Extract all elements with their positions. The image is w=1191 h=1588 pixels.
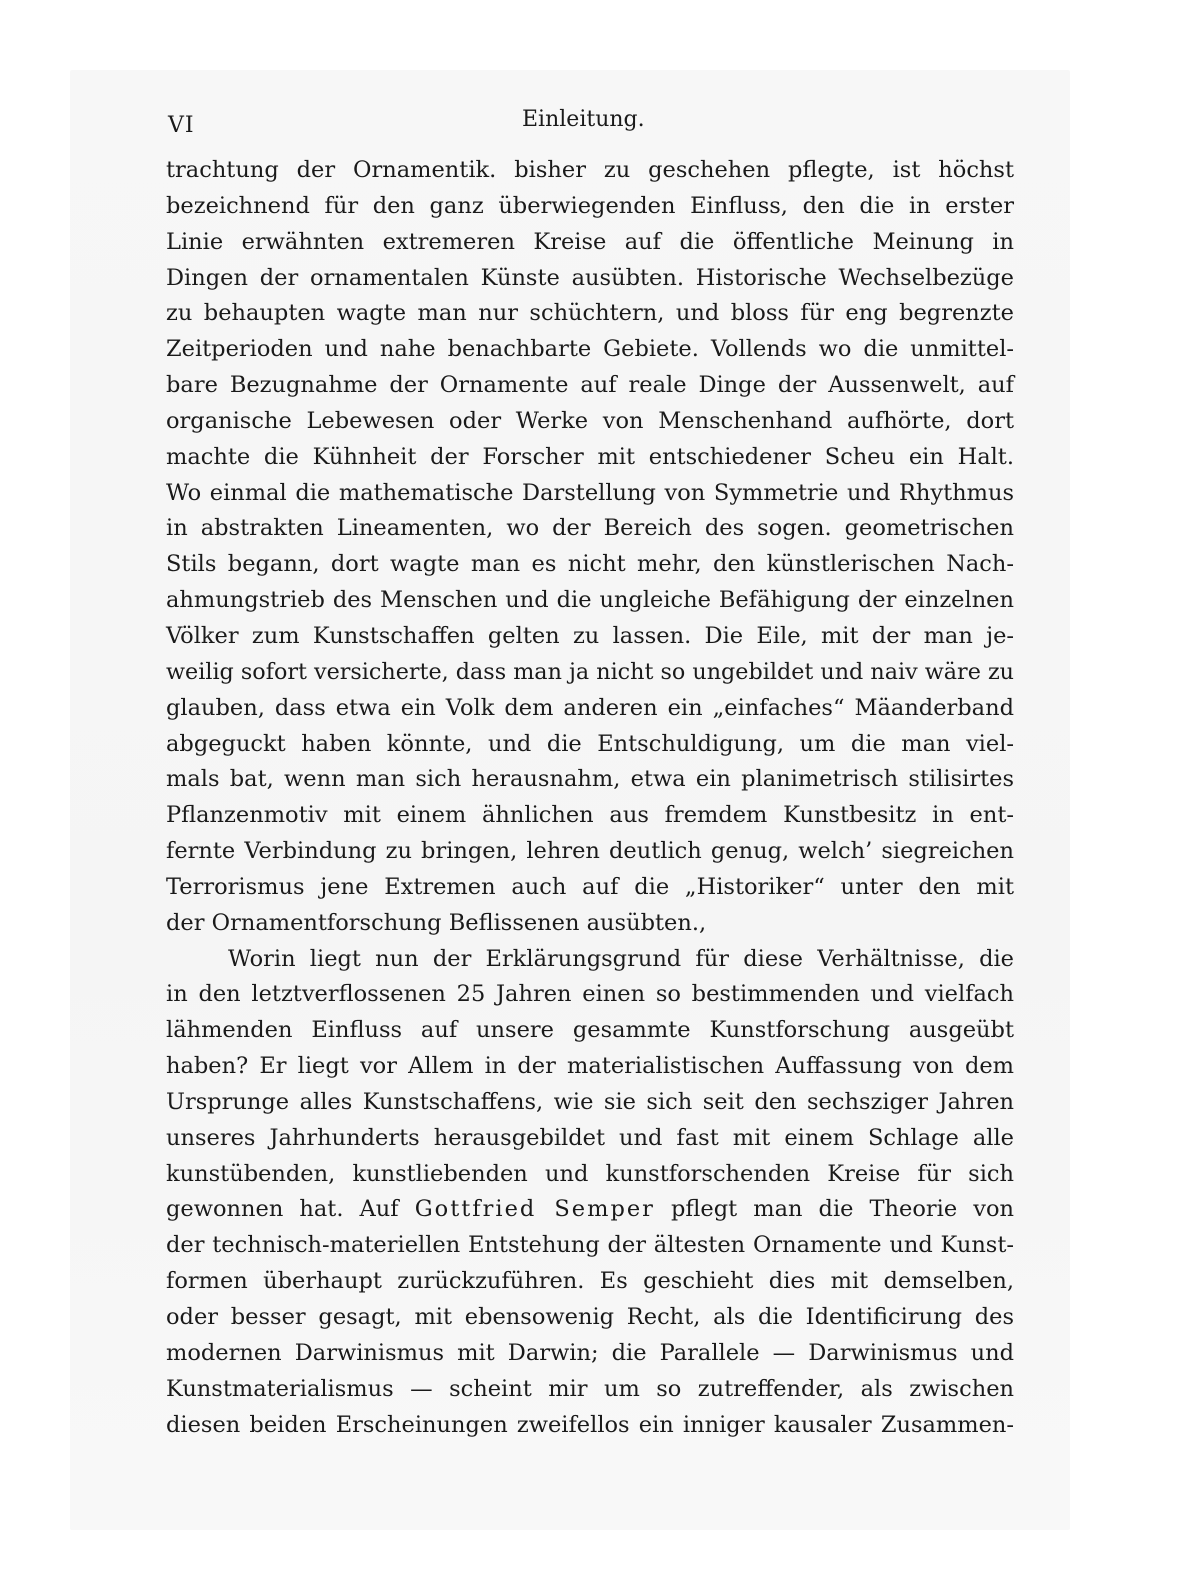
running-title: Einleitung. [522, 107, 645, 132]
text-line: lähmenden Einfluss auf unsere gesammte Kunstforschung ausgeübt [166, 1017, 1014, 1044]
text-line: Stils begann, dort wagte man es nicht mehr, den künstlerischen Nach- [166, 551, 1014, 578]
text-line: haben? Er liegt vor Allem in der materialistischen Auffassung von dem [166, 1053, 1014, 1080]
text-line: kunstübenden, kunstliebenden und kunstforschenden Kreise für sich [166, 1160, 1014, 1187]
text-line: Terrorismus jene Extremen auch auf die „Historiker“ unter den mit [166, 873, 1014, 900]
page-number: VI [168, 113, 195, 138]
text-line: in den letztverflossenen 25 Jahren einen so bestimmenden und vielfach [166, 981, 1014, 1008]
text-line: organische Lebewesen oder Werke von Menschenhand aufhörte, dort [166, 407, 1014, 434]
text-line: formen überhaupt zurückzuführen. Es geschieht dies mit demselben, [166, 1268, 1014, 1295]
text-line: modernen Darwinismus mit Darwin; die Parallele — Darwinismus und [166, 1339, 1014, 1366]
text-line: diesen beiden Erscheinungen zweifellos ein inniger kausaler Zusammen- [166, 1411, 1014, 1438]
emphasized-name: Gottfried Semper [414, 1196, 655, 1223]
text-line: fernte Verbindung zu bringen, lehren deutlich genug, welch’ siegreichen [166, 838, 1014, 865]
body-text [166, 153, 1014, 1443]
text-line: glauben, dass etwa ein Volk dem anderen ein „einfaches“ Mäanderband [166, 694, 1014, 721]
text-line: Ursprunge alles Kunstschaffens, wie sie sich seit den sechsziger Jahren [166, 1088, 1014, 1115]
text-line: bare Bezugnahme der Ornamente auf reale Dinge der Aussenwelt, auf [166, 372, 1014, 399]
page-header [168, 105, 1016, 139]
paragraph [166, 942, 1014, 1444]
text-line: Linie erwähnten extremeren Kreise auf die öffentliche Meinung in [166, 228, 1014, 255]
text-line: Völker zum Kunstschaffen gelten zu lassen. Die Eile, mit der man je- [166, 622, 1014, 649]
text-line: bezeichnend für den ganz überwiegenden Einfluss, den die in erster [166, 192, 1014, 219]
paragraph [166, 153, 1014, 942]
text-segment: gewonnen hat. Auf [166, 1196, 399, 1223]
text-line: unseres Jahrhunderts herausgebildet und fast mit einem Schlage alle [166, 1124, 1014, 1151]
text-line: mals bat, wenn man sich herausnahm, etwa ein planimetrisch stilisirtes [166, 766, 1014, 793]
text-line: Kunstmaterialismus — scheint mir um so zutreffender, als zwischen [166, 1375, 1014, 1402]
text-line: Zeitperioden und nahe benachbarte Gebiete. Vollends wo die unmittel- [166, 336, 1014, 363]
text-line: Worin liegt nun der Erklärungsgrund für diese Verhältnisse, die [228, 945, 1014, 972]
text-line: machte die Kühnheit der Forscher mit entschiedener Scheu ein Halt. [166, 443, 1014, 470]
text-line: oder besser gesagt, mit ebensowenig Recht, als die Identificirung des [166, 1304, 1014, 1330]
text-line: der technisch-materiellen Entstehung der ältesten Ornamente und Kunst- [166, 1232, 1014, 1259]
text-line: Wo einmal die mathematische Darstellung von Symmetrie und Rhythmus [166, 479, 1014, 506]
text-line: zu behaupten wagte man nur schüchtern, und bloss für eng begrenzte [166, 300, 1014, 327]
text-line: trachtung der Ornamentik. bisher zu geschehen pflegte, ist höchst [166, 157, 1014, 183]
text-line: in abstrakten Lineamenten, wo der Bereich des sogen. geometrischen [166, 515, 1014, 542]
text-line: Dingen der ornamentalen Künste ausübten. Historische Wechselbezüge [166, 264, 1014, 291]
text-line: abgeguckt haben könnte, und die Entschuldigung, um die man viel- [166, 730, 1014, 757]
text-line: weilig sofort versicherte, dass man ja nicht so ungebildet und naiv wäre zu [166, 658, 1014, 685]
text-segment: pflegt man die Theorie von [671, 1196, 1014, 1223]
text-line: der Ornamentforschung Beflissenen ausübten., [166, 909, 707, 936]
text-line: Pflanzenmotiv mit einem ähnlichen aus fremdem Kunstbesitz in ent- [166, 802, 1014, 829]
text-line [166, 1192, 1014, 1228]
text-line: ahmungstrieb des Menschen und die ungleiche Befähigung der einzelnen [166, 587, 1014, 614]
